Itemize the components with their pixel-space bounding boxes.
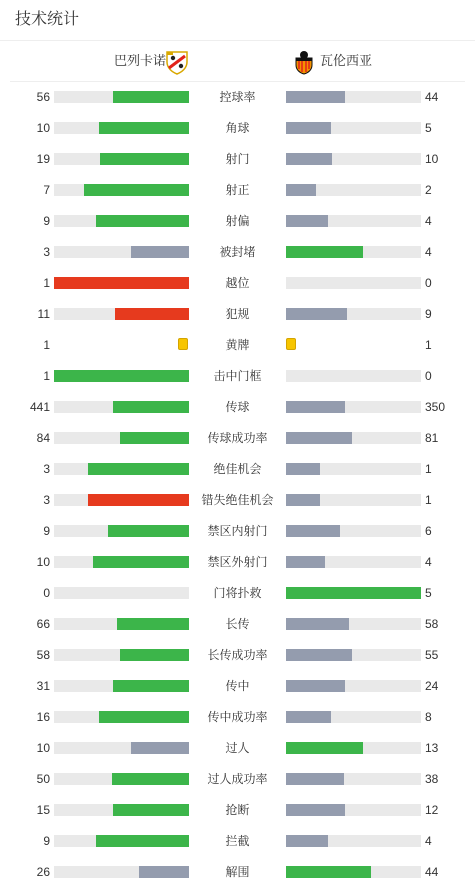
stat-row (0, 795, 475, 826)
away-stat-bar-track (286, 618, 421, 630)
stat-row (0, 175, 475, 206)
away-stat-bar (286, 773, 344, 785)
away-stat-bar (286, 308, 347, 320)
stat-row (0, 516, 475, 547)
stat-row (0, 764, 475, 795)
away-stat-bar-track (286, 587, 421, 599)
away-stat-value: 10 (425, 152, 439, 166)
stat-label: 犯规 (225, 307, 250, 321)
home-stat-bar-track (54, 680, 189, 692)
stat-row (0, 547, 475, 578)
stat-row (0, 237, 475, 268)
stat-label: 传球成功率 (207, 431, 268, 445)
home-stat-bar (99, 711, 189, 723)
away-stat-value: 2 (425, 183, 432, 197)
away-stat-bar-track (286, 835, 421, 847)
home-stat-bar (131, 742, 189, 754)
home-stat-bar-track (54, 215, 189, 227)
away-stat-bar (286, 804, 345, 816)
home-stat-bar (139, 866, 189, 878)
home-stat-bar-track (54, 866, 189, 878)
away-stat-bar (286, 246, 363, 258)
away-stat-bar (286, 122, 331, 134)
away-stat-bar-track (286, 742, 421, 754)
home-stat-bar (113, 804, 189, 816)
stat-label: 长传 (225, 617, 250, 631)
home-stat-value: 10 (36, 555, 50, 569)
team-header (0, 41, 475, 81)
away-stat-bar (286, 91, 345, 103)
away-stat-bar (286, 494, 320, 506)
away-stat-bar-track (286, 91, 421, 103)
stat-row (0, 578, 475, 609)
stat-row (0, 268, 475, 299)
home-stat-value: 3 (43, 462, 50, 476)
home-stat-bar-track (54, 525, 189, 537)
stats-list (0, 82, 475, 888)
stat-label: 黄牌 (225, 338, 250, 352)
stat-row (0, 609, 475, 640)
home-stat-value: 10 (36, 741, 50, 755)
stat-row (0, 702, 475, 733)
away-stat-bar-track (286, 215, 421, 227)
home-team-name[interactable]: 巴列卡诺 (114, 53, 167, 68)
home-stat-bar-track (54, 277, 189, 289)
away-stat-value: 12 (425, 803, 439, 817)
away-stat-value: 44 (425, 90, 439, 104)
stat-row (0, 361, 475, 392)
stat-label: 解围 (225, 865, 250, 879)
home-stat-value: 66 (36, 617, 50, 631)
away-stat-bar (286, 215, 328, 227)
stat-label: 射门 (225, 152, 250, 166)
home-stat-bar (113, 401, 189, 413)
home-stat-bar (113, 91, 189, 103)
stat-label: 传中成功率 (207, 710, 268, 724)
away-stat-value: 5 (425, 121, 432, 135)
home-stat-bar-track (54, 773, 189, 785)
away-stat-value: 13 (425, 741, 439, 755)
home-stat-value: 7 (43, 183, 50, 197)
away-stat-value: 4 (425, 214, 432, 228)
home-stat-value: 15 (36, 803, 50, 817)
home-stat-bar (99, 122, 189, 134)
away-stat-value: 0 (425, 369, 432, 383)
away-stat-bar-track (286, 804, 421, 816)
home-stat-value: 50 (36, 772, 50, 786)
stat-row (0, 671, 475, 702)
home-stat-value: 3 (43, 493, 50, 507)
home-stat-bar-track (54, 649, 189, 661)
home-stat-bar (88, 463, 189, 475)
stat-label: 传球 (225, 400, 250, 414)
away-stat-value: 1 (425, 462, 432, 476)
stat-row (0, 454, 475, 485)
home-stat-bar (84, 184, 189, 196)
stat-row (0, 733, 475, 764)
home-stat-bar-track (54, 432, 189, 444)
home-stat-value: 26 (36, 865, 50, 879)
home-stat-bar (96, 215, 189, 227)
home-stat-bar-track (54, 401, 189, 413)
away-stat-bar-track (286, 866, 421, 878)
home-stat-bar (88, 494, 189, 506)
page-title: 技术统计 (15, 11, 80, 28)
away-stat-bar (286, 742, 363, 754)
away-stat-bar-track (286, 432, 421, 444)
stat-label: 绝佳机会 (213, 462, 262, 476)
stat-row (0, 423, 475, 454)
away-stat-bar (286, 866, 371, 878)
away-stat-bar (286, 835, 328, 847)
away-stat-bar-track (286, 246, 421, 258)
away-stat-value: 4 (425, 834, 432, 848)
away-stat-bar-track (286, 153, 421, 165)
home-stat-bar (54, 370, 189, 382)
home-stat-value: 441 (29, 400, 50, 414)
home-stat-bar (112, 773, 189, 785)
away-stat-bar (286, 153, 332, 165)
away-stat-value: 8 (425, 710, 432, 724)
stat-label: 控球率 (219, 90, 256, 104)
away-stat-bar-track (286, 277, 421, 289)
home-stat-bar (100, 153, 189, 165)
away-stat-value: 1 (425, 338, 432, 352)
away-stat-bar (286, 525, 340, 537)
away-stat-value: 58 (425, 617, 439, 631)
stat-label: 抢断 (225, 803, 250, 817)
away-stat-bar-track (286, 122, 421, 134)
yellow-card-icon (286, 338, 296, 350)
home-stat-bar-track (54, 618, 189, 630)
home-stat-value: 16 (36, 710, 50, 724)
away-stat-value: 6 (425, 524, 432, 538)
stat-label: 禁区内射门 (207, 524, 268, 538)
home-stat-value: 10 (36, 121, 50, 135)
home-stat-value: 1 (43, 338, 50, 352)
stat-label: 拦截 (225, 834, 250, 848)
away-stat-value: 4 (425, 555, 432, 569)
home-stat-bar-track (54, 308, 189, 320)
stat-label: 角球 (225, 121, 250, 135)
away-stat-value: 350 (425, 400, 446, 414)
home-stat-bar (96, 835, 189, 847)
away-stat-bar (286, 587, 421, 599)
home-stat-bar-track (54, 835, 189, 847)
away-stat-bar (286, 556, 325, 568)
home-stat-bar (93, 556, 189, 568)
home-stat-bar-track (54, 184, 189, 196)
away-stat-bar-track (286, 649, 421, 661)
stat-label: 禁区外射门 (207, 555, 268, 569)
away-stat-bar (286, 680, 345, 692)
home-stat-value: 11 (37, 307, 50, 321)
stat-label: 过人 (225, 741, 250, 755)
home-stat-value: 9 (43, 524, 50, 538)
away-stat-bar (286, 711, 331, 723)
away-stat-bar (286, 401, 345, 413)
stat-row (0, 82, 475, 113)
stat-label: 传中 (225, 679, 250, 693)
stat-label: 越位 (225, 276, 250, 290)
stat-row (0, 826, 475, 857)
home-stat-value: 56 (36, 90, 50, 104)
home-stat-value: 3 (43, 245, 50, 259)
stat-row (0, 392, 475, 423)
stat-row (0, 144, 475, 175)
home-stat-bar-track (54, 370, 189, 382)
home-stat-bar (115, 308, 189, 320)
away-stat-value: 38 (425, 772, 439, 786)
away-stat-bar-track (286, 494, 421, 506)
stat-row (0, 640, 475, 671)
stat-row (0, 857, 475, 888)
home-stat-value: 58 (36, 648, 50, 662)
stat-label: 射正 (225, 183, 250, 197)
away-stat-bar-track (286, 711, 421, 723)
home-stat-value: 31 (36, 679, 50, 693)
away-stat-bar-track (286, 556, 421, 568)
stat-row (0, 113, 475, 144)
home-stat-bar-track (54, 742, 189, 754)
away-stat-value: 55 (425, 648, 439, 662)
home-stat-value: 9 (43, 834, 50, 848)
away-stat-bar-track (286, 773, 421, 785)
stat-label: 射偏 (225, 214, 250, 228)
home-stat-value: 1 (43, 369, 50, 383)
home-stat-bar (131, 246, 189, 258)
home-stat-value: 9 (43, 214, 50, 228)
home-stat-bar-track (54, 463, 189, 475)
home-stat-bar-track (54, 587, 189, 599)
home-stat-bar (120, 649, 189, 661)
stat-label: 长传成功率 (207, 648, 268, 662)
away-stat-bar-track (286, 370, 421, 382)
home-stat-bar (54, 277, 189, 289)
stat-label: 门将扑救 (213, 586, 262, 600)
home-team-crest-icon[interactable] (164, 49, 190, 75)
home-stat-bar-track (54, 711, 189, 723)
away-stat-value: 24 (425, 679, 439, 693)
away-stat-bar-track (286, 680, 421, 692)
away-stat-bar (286, 463, 320, 475)
home-stat-value: 19 (36, 152, 50, 166)
away-stat-bar-track (286, 401, 421, 413)
away-team-crest-icon[interactable] (291, 49, 317, 75)
away-stat-bar-track (286, 308, 421, 320)
home-stat-bar (117, 618, 189, 630)
home-stat-bar-track (54, 804, 189, 816)
away-stat-bar (286, 184, 316, 196)
stat-label: 击中门框 (213, 369, 262, 383)
stat-row (0, 299, 475, 330)
home-stat-bar-track (54, 494, 189, 506)
away-stat-value: 5 (425, 586, 432, 600)
stat-row (0, 485, 475, 516)
away-stat-bar-track (286, 463, 421, 475)
away-stat-value: 44 (425, 865, 439, 879)
home-stat-bar (108, 525, 189, 537)
away-team-name[interactable]: 瓦伦西亚 (320, 53, 373, 68)
away-stat-bar (286, 649, 352, 661)
stat-row (0, 330, 475, 361)
away-stat-bar (286, 618, 349, 630)
away-stat-bar (286, 432, 352, 444)
yellow-card-icon (178, 338, 188, 350)
home-stat-bar-track (54, 556, 189, 568)
home-stat-bar-track (54, 153, 189, 165)
home-stat-bar (120, 432, 189, 444)
stat-row (0, 206, 475, 237)
home-stat-value: 84 (36, 431, 50, 445)
home-stat-value: 0 (43, 586, 50, 600)
away-stat-value: 9 (425, 307, 432, 321)
away-stat-value: 4 (425, 245, 432, 259)
stat-label: 被封堵 (219, 245, 256, 259)
away-stat-bar-track (286, 525, 421, 537)
home-stat-bar-track (54, 91, 189, 103)
home-stat-bar (113, 680, 189, 692)
away-stat-value: 0 (425, 276, 432, 290)
home-stat-bar-track (54, 246, 189, 258)
home-stat-bar-track (54, 122, 189, 134)
home-stat-value: 1 (43, 276, 50, 290)
away-stat-value: 81 (425, 431, 439, 445)
stat-label: 错失绝佳机会 (201, 493, 274, 507)
away-stat-bar-track (286, 184, 421, 196)
stat-label: 过人成功率 (207, 772, 268, 786)
away-stat-value: 1 (425, 493, 432, 507)
